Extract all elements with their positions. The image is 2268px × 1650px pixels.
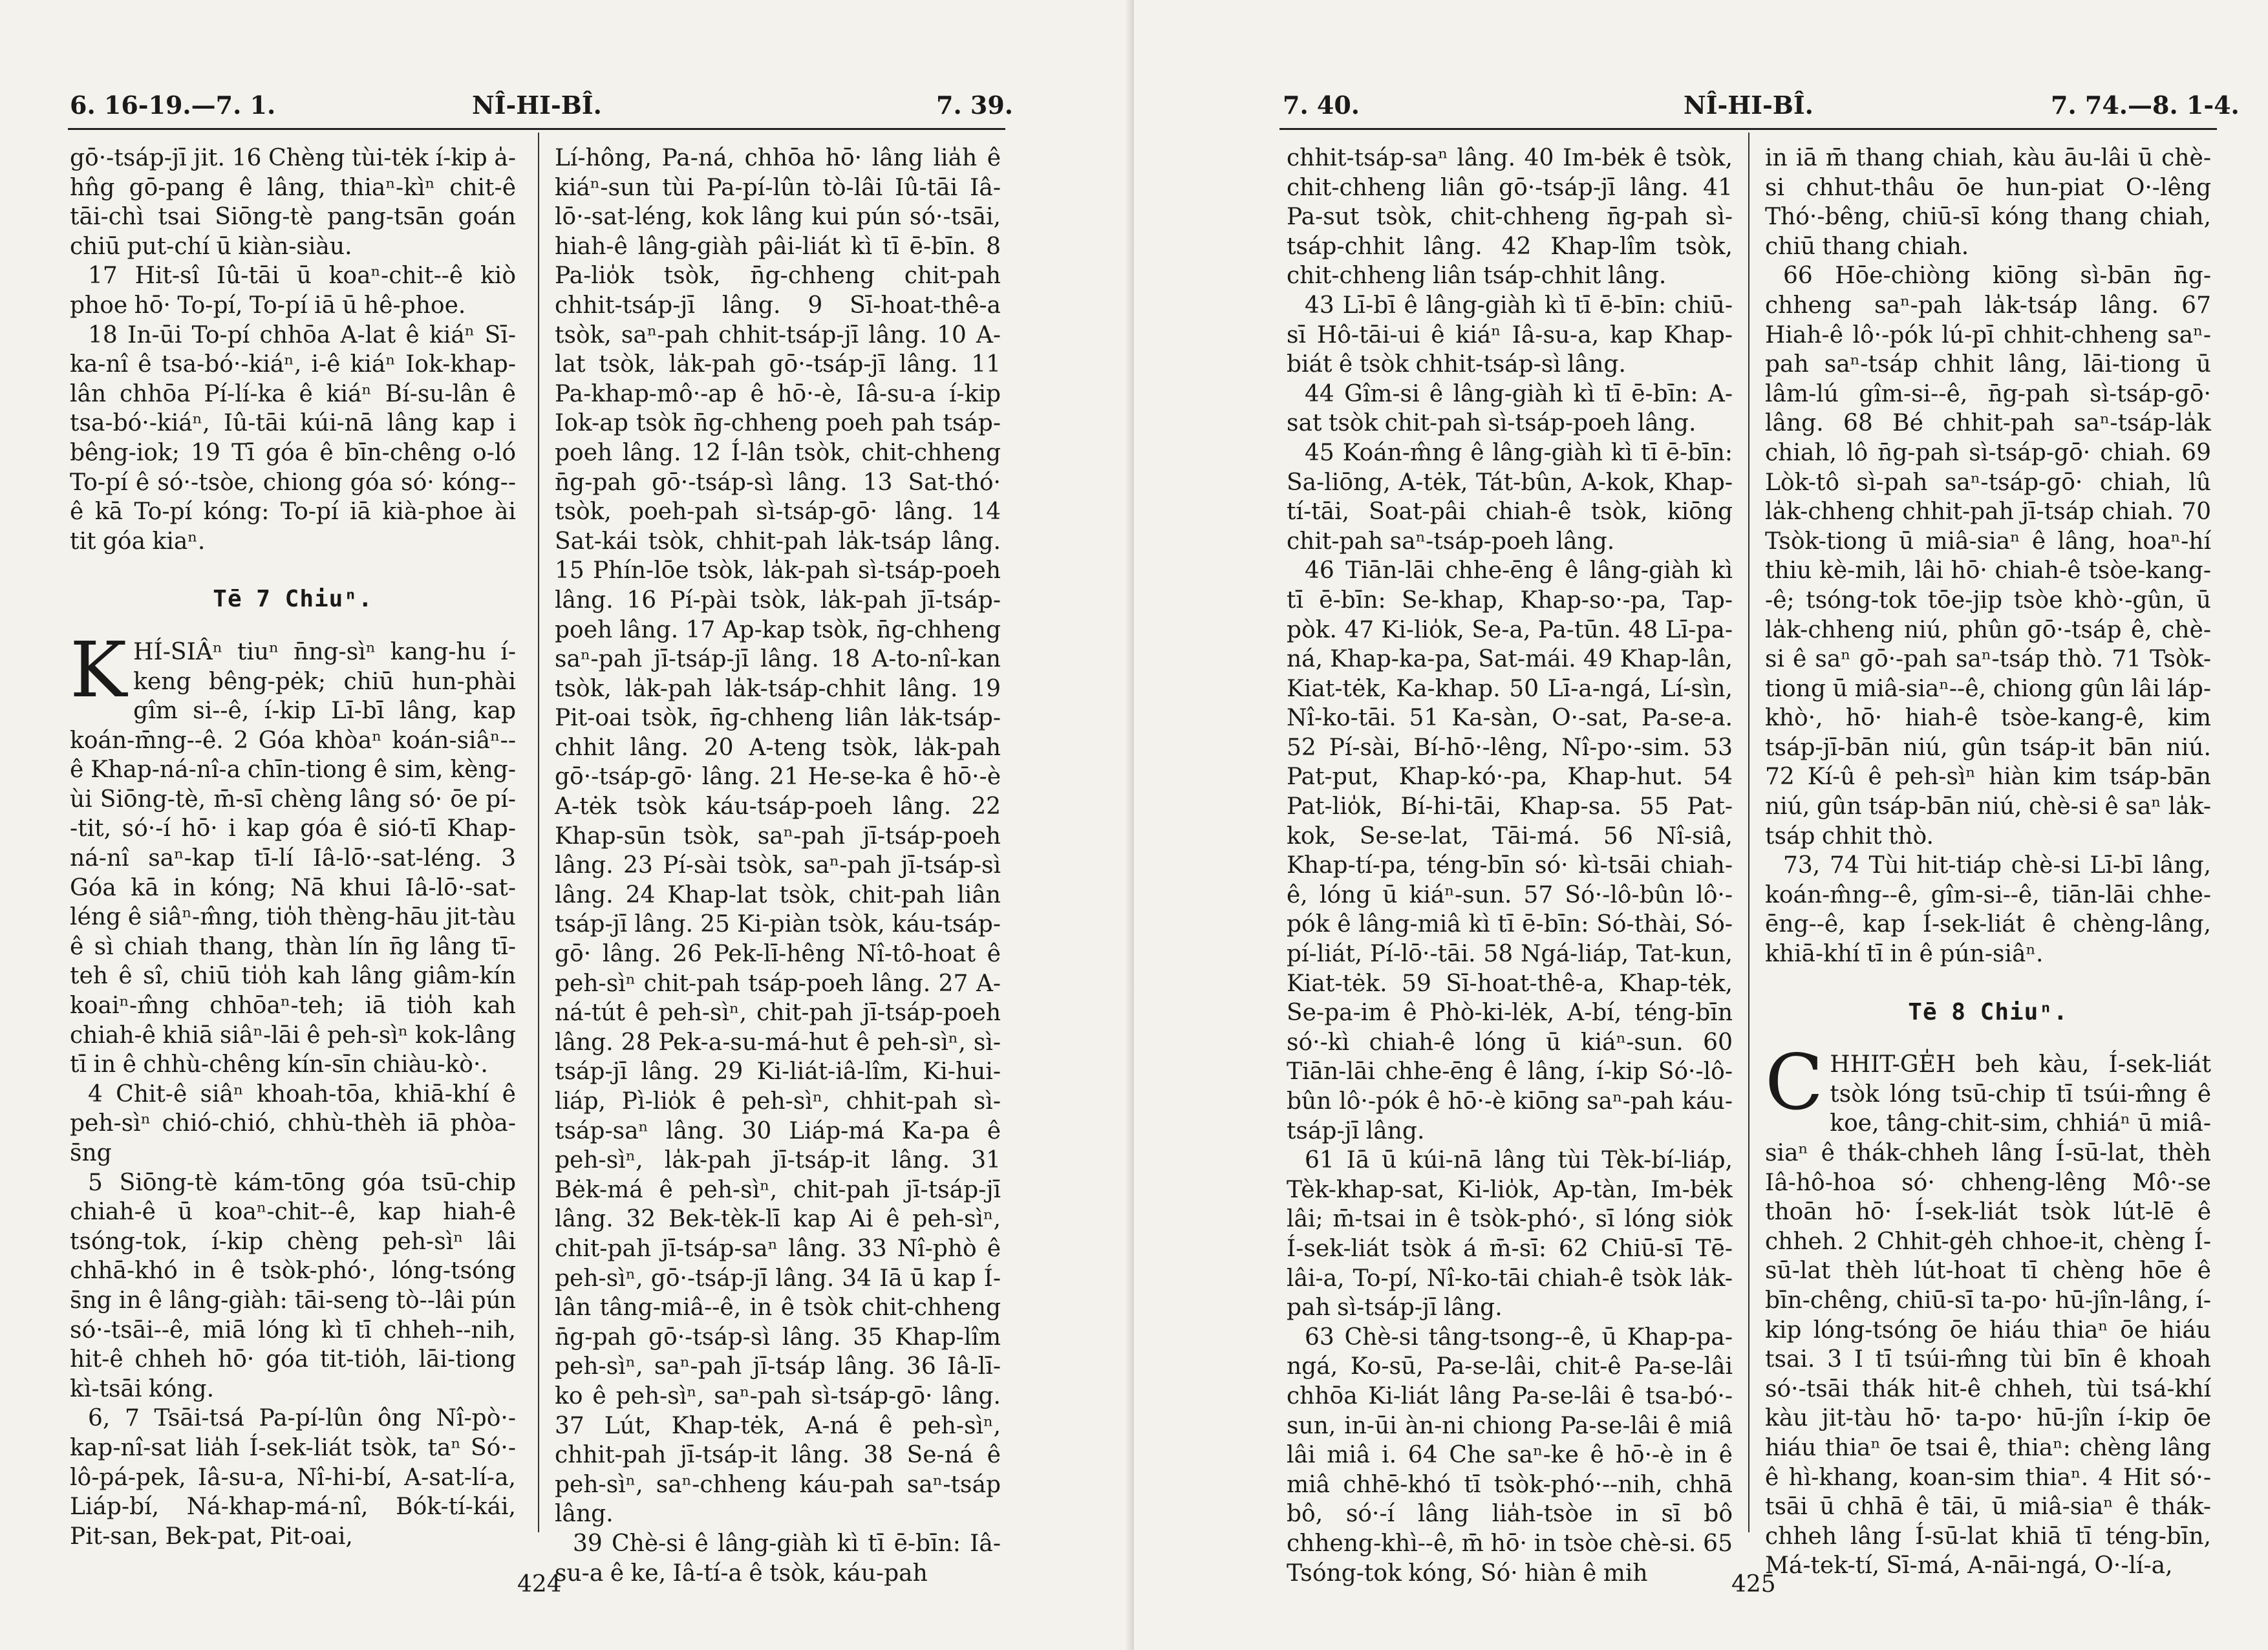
paragraph: 6, 7 Tsāi-tsá Pa-pí-lûn ông Nî-pò·-kap-nî-sat lia̍h Í-sek-liát tsòk, taⁿ Só·-lô-pá-pek, Iâ-su-a, Nî-hi-bí, A-sat-lí-a, Liáp-bí, Ná-khap-má-nî, Bók-tí-kái, Pit-san, Bek-pat, Pit-oai,: [70, 1405, 516, 1550]
paragraph-chapter-start: [70, 625, 516, 1080]
paragraph: 39 Chè-si ê lâng-giàh kì tī ē-bīn: Iâ-su-a ê ke, Iâ-tí-a ê tsòk, káu-pah: [555, 1530, 1001, 1587]
chapter-heading: Tē 8 Chiuⁿ.: [1908, 998, 2068, 1025]
paragraph: 73, 74 Tùi hit-tiáp chè-si Lī-bī lâng, koán-m̂ng--ê, gîm-si--ê, tiān-lāi chhe-ēng--ê, kap Í-sek-liát ê chèng-lâng, khiā-khí tī in ê pún-siâⁿ.: [1765, 852, 2211, 968]
paragraph: 43 Lī-bī ê lâng-giàh kì tī ē-bīn: chiū-sī Hô-tāi-ui ê kiáⁿ Iâ-su-a, kap Khap-biát ê tsòk chhit-tsáp-sì lâng.: [1287, 292, 1733, 378]
paragraph: 18 In-ūi To-pí chhōa A-lat ê kiáⁿ Sī-ka-nî ê tsa-bó·-kiáⁿ, i-ê kiáⁿ Iok-khap-lân chhōa Pí-lí-ka ê kiáⁿ Bí-su-lân ê tsa-bó·-kiáⁿ, Iû-tāi kúi-nā lâng kap i bêng-iok; 19 Tī góa ê bīn-chêng o-ló To-pí ê só·-tsòe, chiong góa só· kóng--ê kā To-pí kóng: To-pí iā kià-phoe ài tit góa kiaⁿ.: [70, 321, 516, 555]
paragraph: 4 Chit-ê siâⁿ khoah-tōa, khiā-khí ê peh-sìⁿ chió-chió, chhù-thèh iā phòa-s̄ng: [70, 1080, 516, 1166]
column-divider: [1748, 133, 1749, 1532]
left-header-ref: 6. 16-19.—7. 1.: [70, 91, 276, 120]
paragraph-text: HHIT-GE̍H beh kàu, Í-sek-liát tsòk lóng tsū-chip tī tsúi-m̂ng ê koe, tâng-chit-sim, chhiáⁿ ū miâ-siaⁿ ê thák-chheh lâng Í-sū-lat, thèh Iâ-hô-hoa só· chheng-lêng Mô·-se thoān hō· Í-sek-liát tsòk lút-lē ê chheh. 2 Chhit-ge̍h chhoe-it, chèng Í-sū-lat thèh lút-hoat tī chèng hōe ê bīn-chêng, chiū-sī ta-po· hū-jîn-lâng, í-kip lóng-tsóng ōe hiáu thiaⁿ ōe hiáu tsai. 3 I tī tsúi-m̂ng tùi bīn ê khoah só·-tsāi thák hit-ê chheh, tùi tsá-khí kàu jit-tàu hō· ta-po· hū-jîn í-kip ōe hiáu thiaⁿ ōe tsai ê, thiaⁿ: chèng lâng ê hì-khang, koan-sim thiaⁿ. 4 Hit só·-tsāi ū chhā ê tāi, ū miâ-siaⁿ ê thák-chheh lâng Í-sū-lat khiā tī téng-bīn, Má-tek-tí, Sī-má, A-nāi-ngá, O·-lí-a,: [1765, 1051, 2211, 1580]
paragraph: 66 Hōe-chiòng kiōng sì-bān n̄g-chheng saⁿ-pah la̍k-tsáp lâng. 67 Hiah-ê lô·-pók lú-pī chhit-chheng saⁿ-pah saⁿ-tsáp chhit lâng, lāi-tiong ū lâm-lú gîm-si--ê, n̄g-pah sì-tsáp-gō· lâng. 68 Bé chhit-pah saⁿ-tsáp-la̍k chiah, lô n̄g-pah sì-tsáp-gō· chiah. 69 Lòk-tô sì-pah saⁿ-tsáp-gō· chiah, lû la̍k-chheng chhit-pah jī-tsáp chiah. 70 Tsòk-tiong ū miâ-siaⁿ ê lâng, hoaⁿ-hí thiu kè-mih, lâi hō· chiah-ê tsòe-kang--ê; tsóng-tok tōe-jip tsòe khò·-gûn, ū la̍k-chheng niú, phûn gō·-tsáp ê, chè-si ê saⁿ gō·-pah saⁿ-tsáp thò. 71 Tsòk-tiong ū miâ-siaⁿ--ê, chiong gûn lâi láp-khò·, hō· hiah-ê tsòe-kang-ê, kim tsáp-jī-bān niú, gûn tsáp-it bān niú. 72 Kí-û ê peh-sìⁿ hiàn kim tsáp-bān niú, gûn tsáp-bān niú, chè-si ê saⁿ la̍k-tsáp chhit thò.: [1765, 262, 2211, 850]
right-header-ref: 7. 74.—8. 1-4.: [2051, 91, 2240, 120]
paragraph: chhit-tsáp-saⁿ lâng. 40 Im-bėk ê tsòk, chit-chheng liân gō·-tsáp-jī lâng. 41 Pa-sut tsòk, chit-chheng n̄g-pah sì-tsáp-chhit lâng. 42 Khap-lîm tsòk, chit-chheng liân tsáp-chhit lâng.: [1287, 145, 1733, 290]
paragraph-chapter-start: [1765, 1038, 2211, 1581]
left-column-2: [555, 144, 1001, 1588]
right-header-rule: [1279, 128, 2217, 130]
right-column-2: [1765, 144, 2211, 1581]
right-column-1: [1287, 144, 1733, 1588]
left-running-header: [0, 91, 1134, 123]
paragraph: 17 Hit-sî Iû-tāi ū koaⁿ-chit--ê kiò phoe hō· To-pí, To-pí iā ū hê-phoe.: [70, 262, 516, 319]
paragraph: gō·-tsáp-jī jit. 16 Chèng tùi-tėk í-kip a̍-hn̂g gō-pang ê lâng, thiaⁿ-kìⁿ chit-ê tāi-chì tsai Siōng-tè pang-tsān goán chiū put-chí ū kiàn-siàu.: [70, 145, 516, 260]
drop-cap: K: [70, 625, 127, 714]
right-running-header: [1134, 91, 2268, 123]
column-divider: [538, 133, 539, 1532]
right-header-title: NÎ-HI-BÎ.: [1684, 91, 1813, 120]
left-column-1: [70, 144, 516, 1551]
paragraph: in iā m̄ thang chiah, kàu āu-lâi ū chè-si chhut-thâu ōe hun-piat O·-lêng Thó·-bêng, chiū-sī kóng thang chiah, chiū thang chiah.: [1765, 145, 2211, 260]
right-header-verse: 7. 40.: [1283, 91, 1360, 120]
paragraph: 44 Gîm-si ê lâng-giàh kì tī ē-bīn: A-sat tsòk chit-pah sì-tsáp-poeh lâng.: [1287, 380, 1733, 437]
paragraph: 63 Chè-si tâng-tsong--ê, ū Khap-pa-ngá, Ko-sū, Pa-se-lâi, chit-ê Pa-se-lâi chhōa Ki-liát lâng Pa-se-lâi ê tsa-bó·-sun, in-ūi àn-ni chiong Pa-se-lâi ê miâ lâi miâ i. 64 Che saⁿ-ke ê hō·-è in ê miâ chhē-khó tī tsòk-phó·--nih, chhā bô, só·-í lâng lia̍h-tsòe in sī bô chheng-khì--ê, m̄ hō· in tsòe chè-si. 65 Tsóng-tok kóng, Só· hiàn ê mih: [1287, 1323, 1733, 1587]
paragraph: 45 Koán-m̂ng ê lâng-giàh kì tī ē-bīn: Sa-liōng, A-tėk, Tát-bûn, A-kok, Khap-tí-tāi, Soat-pâi chiah-ê tsòk, kiōng chit-pah saⁿ-tsáp-poeh lâng.: [1287, 439, 1733, 555]
paragraph-text: HÍ-SIÂⁿ tiuⁿ n̄ng-sìⁿ kang-hu í-keng bêng-pėk; chiū hun-phài gîm si--ê, í-kip Lī-bī lâng, kap koán-m̄ng--ê. 2 Góa khòaⁿ koán-siâⁿ--ê Khap-ná-nî-a chīn-tiong ê sim, kèng-ùi Siōng-tè, m̄-sī chèng lâng só· ōe pí--tit, só·-í hō· i kap góa ê sió-tī Khap-ná-nî saⁿ-kap tī-lí Iâ-lō·-sat-léng. 3 Góa kā in kóng; Nā khui Iâ-lō·-sat-léng ê siâⁿ-m̂ng, tio̍h thèng-hāu jit-tàu ê sì chiah thang, thàn lín n̄g lâng tī-teh ê sî, chiū tio̍h kah lâng giâm-kín koaiⁿ-m̂ng chhōaⁿ-teh; iā tio̍h kah chiah-ê khiā siâⁿ-lāi ê peh-sìⁿ kok-lâng tī in ê chhù-chêng kín-sīn chiàu-kò·.: [70, 638, 516, 1078]
chapter-heading: Tē 7 Chiuⁿ.: [213, 586, 373, 613]
right-page: [1134, 0, 2268, 1650]
left-header-rule: [68, 128, 1005, 130]
left-header-title: NÎ-HI-BÎ.: [472, 91, 602, 120]
left-page-number: 424: [517, 1571, 562, 1598]
paragraph: 61 Iā ū kúi-nā lâng tùi Tèk-bí-liáp, Tèk-khap-sat, Ki-lio̍k, Ap-tàn, Im-bėk lâi; m̄-tsai in ê tsòk-phó·, sī lóng sio̍k Í-sek-liát tsòk á m̄-sī: 62 Chiū-sī Tē-lâi-a, To-pí, Nî-ko-tāi chiah-ê tsòk la̍k-pah sì-tsáp-jī lâng.: [1287, 1147, 1733, 1322]
paragraph: 5 Siōng-tè kám-tōng góa tsū-chip chiah-ê ū koaⁿ-chit--ê, kap hiah-ê tsóng-tok, í-kip chèng peh-sìⁿ lâi chhā-khó in ê tsòk-phó·, lóng-tsóng s̄ng in ê lâng-giàh: tāi-seng tò--lâi pún só·-tsāi--ê, miā lóng kì tī chheh--nih, hit-ê chheh hō· góa tit-tio̍h, lāi-tiong kì-tsāi kóng.: [70, 1169, 516, 1402]
left-header-verse: 7. 39.: [936, 91, 1014, 120]
paragraph: Lí-hông, Pa-ná, chhōa hō· lâng lia̍h ê kiáⁿ-sun tùi Pa-pí-lûn tò-lâi Iû-tāi Iâ-lō·-sat-léng, kok lâng kui pún só·-tsāi, hiah-ê lâng-giàh pâi-liát kì tī ē-bīn. 8 Pa-lio̍k tsòk, n̄g-chheng chit-pah chhit-tsáp-jī lâng. 9 Sī-hoat-thê-a tsòk, saⁿ-pah chhit-tsáp-jī lâng. 10 A-lat tsòk, la̍k-pah gō·-tsáp-jī lâng. 11 Pa-khap-mô·-ap ê hō·-è, Iâ-su-a í-kip Iok-ap tsòk n̄g-chheng poeh pah tsáp-poeh lâng. 12 Í-lân tsòk, chit-chheng n̄g-pah gō·-tsáp-sì lâng. 13 Sat-thó· tsòk, poeh-pah sì-tsáp-gō· lâng. 14 Sat-kái tsòk, chhit-pah la̍k-tsáp lâng. 15 Phín-lōe tsòk, la̍k-pah sì-tsáp-poeh lâng. 16 Pí-pài tsòk, la̍k-pah jī-tsáp-poeh lâng. 17 Ap-kap tsòk, n̄g-chheng saⁿ-pah jī-tsáp-jī lâng. 18 A-to-nî-kan tsòk, la̍k-pah la̍k-tsáp-chhit lâng. 19 Pit-oai tsòk, n̄g-chheng liân la̍k-tsáp-chhit lâng. 20 A-teng tsòk, la̍k-pah gō·-tsáp-gō· lâng. 21 He-se-ka ê hō·-è A-tėk tsòk káu-tsáp-poeh lâng. 22 Khap-sūn tsòk, saⁿ-pah jī-tsáp-poeh lâng. 23 Pí-sài tsòk, saⁿ-pah jī-tsáp-sì lâng. 24 Khap-lat tsòk, chit-pah liân tsáp-jī lâng. 25 Ki-piàn tsòk, káu-tsáp-gō· lâng. 26 Pek-lī-hêng Nî-tô-hoat ê peh-sìⁿ chit-pah tsáp-poeh lâng. 27 A-ná-tút ê peh-sìⁿ, chit-pah jī-tsáp-poeh lâng. 28 Pek-a-su-má-hut ê peh-sìⁿ, sì-tsáp-jī lâng. 29 Ki-liát-iâ-lîm, Ki-hui-liáp, Pì-lio̍k ê peh-sìⁿ, chhit-pah sì-tsáp-saⁿ lâng. 30 Liáp-má Ka-pa ê peh-sìⁿ, la̍k-pah jī-tsáp-it lâng. 31 Bėk-má ê peh-sìⁿ, chit-pah jī-tsáp-jī lâng. 32 Bek-tèk-lī kap Ai ê peh-sìⁿ, chit-pah jī-tsáp-saⁿ lâng. 33 Nî-phò ê peh-sìⁿ, gō·-tsáp-jī lâng. 34 Iā ū kap Í-lân tâng-miâ--ê, in ê tsòk chit-chheng n̄g-pah gō·-tsáp-sì lâng. 35 Khap-lîm peh-sìⁿ, saⁿ-pah jī-tsáp lâng. 36 Iâ-lī-ko ê peh-sìⁿ, saⁿ-pah sì-tsáp-gō· lâng. 37 Lút, Khap-tėk, A-ná ê peh-sìⁿ, chhit-pah jī-tsáp-it lâng. 38 Se-ná ê peh-sìⁿ, saⁿ-chheng káu-pah saⁿ-tsáp lâng.: [555, 145, 1001, 1528]
paragraph: 46 Tiān-lāi chhe-ēng ê lâng-giàh kì tī ē-bīn: Se-khap, Khap-so·-pa, Tap-pòk. 47 Ki-lio̍k, Se-a, Pa-tūn. 48 Lī-pa-ná, Khap-ka-pa, Sat-mái. 49 Khap-lân, Kiat-tėk, Ka-khap. 50 Lī-a-ngá, Lí-sìn, Nî-ko-tāi. 51 Ka-sàn, O·-sat, Pa-se-a. 52 Pí-sài, Bí-hō·-lêng, Nî-po·-sim. 53 Pat-put, Khap-kó·-pa, Khap-hut. 54 Pat-lio̍k, Bí-hi-tāi, Khap-sa. 55 Pat-kok, Se-se-lat, Tāi-má. 56 Nî-siâ, Khap-tí-pa, téng-bīn só· kì-tsāi chiah-ê, lóng ū kiáⁿ-sun. 57 Só·-lô-bûn lô·-pók ê lâng-miâ kì tī ē-bīn: Só-thài, Só-pí-liát, Pí-lō·-tāi. 58 Ngá-liáp, Tat-kun, Kiat-tėk. 59 Sī-hoat-thê-a, Khap-tėk, Se-pa-im ê Phò-ki-lėk, A-bí, téng-bīn só·-kì chiah-ê lóng ū kiáⁿ-sun. 60 Tiān-lāi chhe-ēng ê lâng, í-kip Só·-lô-bûn lô·-pók ê hō·-è kiōng saⁿ-pah káu-tsáp-jī lâng.: [1287, 557, 1733, 1144]
drop-cap: C: [1765, 1038, 1824, 1128]
right-page-number: 425: [1731, 1571, 1776, 1598]
